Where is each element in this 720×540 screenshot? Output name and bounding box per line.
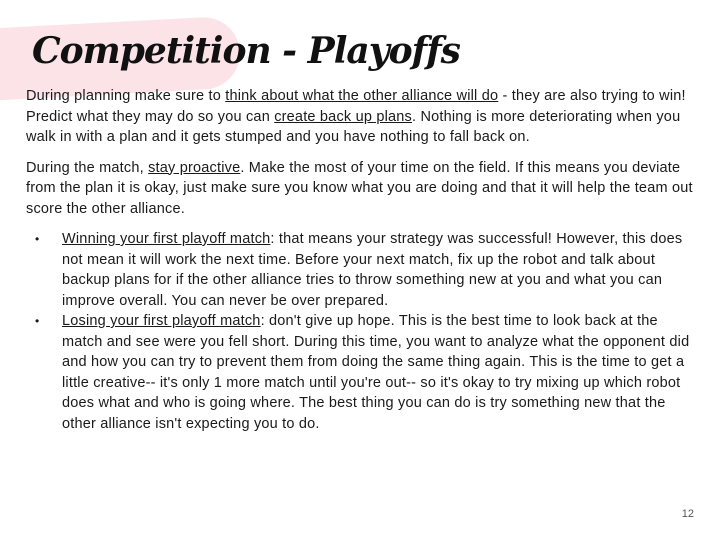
text-run-underlined: create back up plans: [274, 108, 412, 125]
text-run: - they are also trying to win! Predict what they may do so you can: [26, 88, 686, 125]
bullet-marker: •: [35, 314, 40, 328]
slide-content: [26, 86, 698, 434]
bullet-marker: •: [35, 232, 40, 246]
text-run-underlined: stay proactive: [148, 159, 241, 176]
outcome-bullet-list: [26, 229, 698, 434]
text-run: During planning make sure to: [26, 88, 226, 104]
slide-title: Competition - Playoffs: [32, 30, 460, 72]
text-run-underlined: Winning your first playoff match: [62, 231, 271, 247]
planning-paragraph: [26, 86, 698, 148]
page-number: 12: [681, 508, 694, 520]
bullet-winning: [26, 229, 698, 311]
text-run: : don't give up hope. This is the best time to look back at the match and see were you fell short. During this time, you want to analyze what the opponent did and how you can try to prevent them from doing the same thing again. This is the time to get a little creative-- it's only 1 more match until you're out-- so it's okay to try mixing up which robot does what and who is going where. The best thing you can do is try something new that the other alliance isn't expecting you to do.: [62, 313, 690, 432]
text-run-underlined: think about what the other alliance will do: [225, 88, 499, 104]
text-run: . Make the most of your time on the field. If this means you deviate from the plan it is okay, just make sure you know what you are doing and that it will help the team out score the other alliance.: [26, 159, 693, 217]
bullet-losing: [26, 311, 698, 434]
match-paragraph: [26, 158, 698, 220]
text-run: . Nothing is more deteriorating when you walk in with a plan and it gets stumped and you have nothing to fall back on.: [26, 108, 681, 145]
text-run: During the match,: [26, 159, 149, 176]
text-run-underlined: Losing your first playoff match: [62, 313, 261, 329]
text-run: : that means your strategy was successful! However, this does not mean it will work the next time. Before your next match, fix up the robot and talk about backup plans for if the other alliance tries to throw something new at you and what you can improve overall. You can never be over prepared.: [62, 231, 683, 309]
